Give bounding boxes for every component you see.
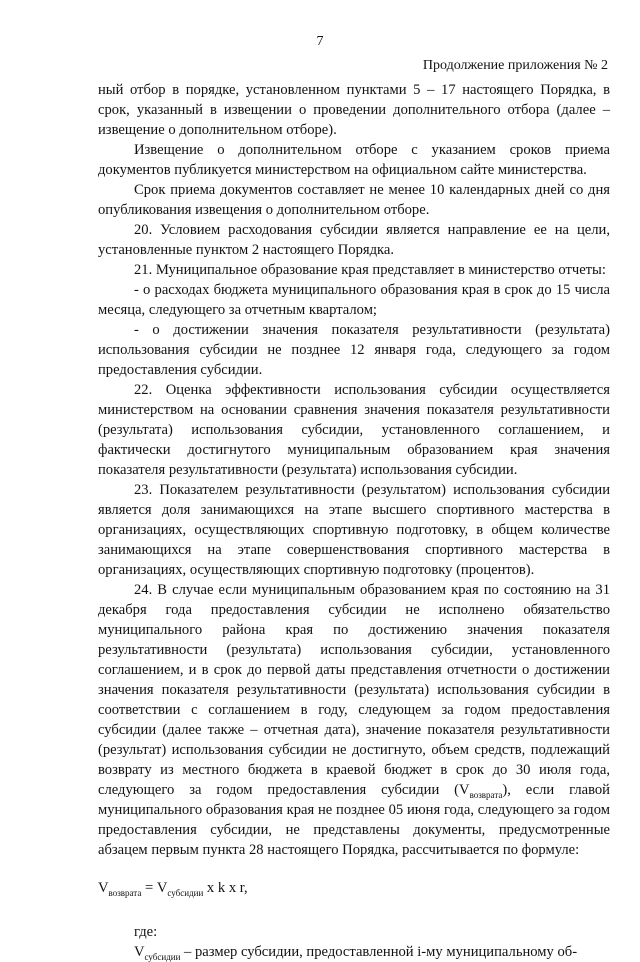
paragraph-clause-24 xyxy=(98,580,610,860)
paragraph-report-expenses: - о расходах бюджета муниципального образования края в срок до 15 числа месяца, следующего за отчетным кварталом; xyxy=(98,282,610,318)
paragraph-document-deadline: Срок приема документов составляет не менее 10 календарных дней со дня опубликования извещения о дополнительном отборе. xyxy=(98,182,610,218)
formula-sub-subsidy: субсидии xyxy=(167,887,204,898)
document-body xyxy=(98,80,610,962)
page-number: 7 xyxy=(316,34,324,49)
where-label: где: xyxy=(134,924,158,940)
clause-24-text-start: 24. В случае если муниципальным образованием края по состоянию на 31 декабря года предоставления субсидии не исполнено обязательство муниципального района края по достижению значения показателя результативности (результата) использования субсидии, установленного соглашением, и в срок до первой даты представления отчетности о достижении значения показателя результативности (результата) использования субсидии в соответствии с соглашением в году, следующем за годом предоставления субсидии (далее также – отчетная дата), значение показателя результативности (результат) использования субсидии не достигнуто, объем средств, подлежащий возврату из местного бюджета в краевой бюджет в срок до 30 июля года, следующего за годом предоставления субсидии (V xyxy=(98,582,610,798)
formula-sub-refund: возврата xyxy=(108,887,142,898)
clause-24-text-end: ), если главой муниципального образования края не позднее 05 июня года, следующего за годом предоставления субсидии, не представлены документы, предусмотренные абзацем первым пункта 28 настоящего Порядка, рассчитывается по формуле: xyxy=(98,782,610,858)
formula-v-refund: V xyxy=(98,880,109,896)
clause-24-subscript: возврата xyxy=(469,789,503,800)
paragraph-report-results: - о достижении значения показателя результативности (результата) использования субсидии не позднее 12 января года, следующего за годом предоставления субсидии. xyxy=(98,322,610,378)
appendix-continuation-note: Продолжение приложения № 2 xyxy=(422,58,608,73)
paragraph-continuation: ный отбор в порядке, установленном пунктами 5 – 17 настоящего Порядка, в срок, указанный в извещении о проведении дополнительного отбора (далее – извещение о дополнительном отборе). xyxy=(98,82,610,138)
refund-formula xyxy=(98,878,610,898)
definition-text: – размер субсидии, предоставленной i-му муниципальному об- xyxy=(180,944,578,960)
formula-equals: = V xyxy=(141,880,168,896)
paragraph-clause-21: 21. Муниципальное образование края представляет в министерство отчеты: xyxy=(134,262,606,278)
paragraph-clause-20: 20. Условием расходования субсидии является направление ее на цели, установленные пунктом 2 настоящего Порядка. xyxy=(98,222,610,258)
definition-sub: субсидии xyxy=(144,951,181,962)
definition-subsidy xyxy=(98,942,610,962)
paragraph-clause-23: 23. Показателем результативности (результатом) использования субсидии является доля занимающихся на этапе высшего спортивного мастерства в организациях, осуществляющих спортивную подготовку, в общем количестве занимающихся на этапе совершенствования спортивного мастерства в организациях, осуществляющих спортивную подготовку (процентов). xyxy=(98,482,610,578)
formula-rest: x k x r, xyxy=(203,880,248,896)
definition-v: V xyxy=(134,944,145,960)
paragraph-notice-publication: Извещение о дополнительном отборе с указанием сроков приема документов публикуется министерством на официальном сайте министерства. xyxy=(98,142,610,178)
paragraph-clause-22: 22. Оценка эффективности использования субсидии осуществляется министерством на основании сравнения значения показателя результативности (результата) использования субсидии, установленного соглашением, и фактически достигнутого муниципальным образованием края значения показателя результативности (результата) использования субсидии. xyxy=(98,382,610,478)
